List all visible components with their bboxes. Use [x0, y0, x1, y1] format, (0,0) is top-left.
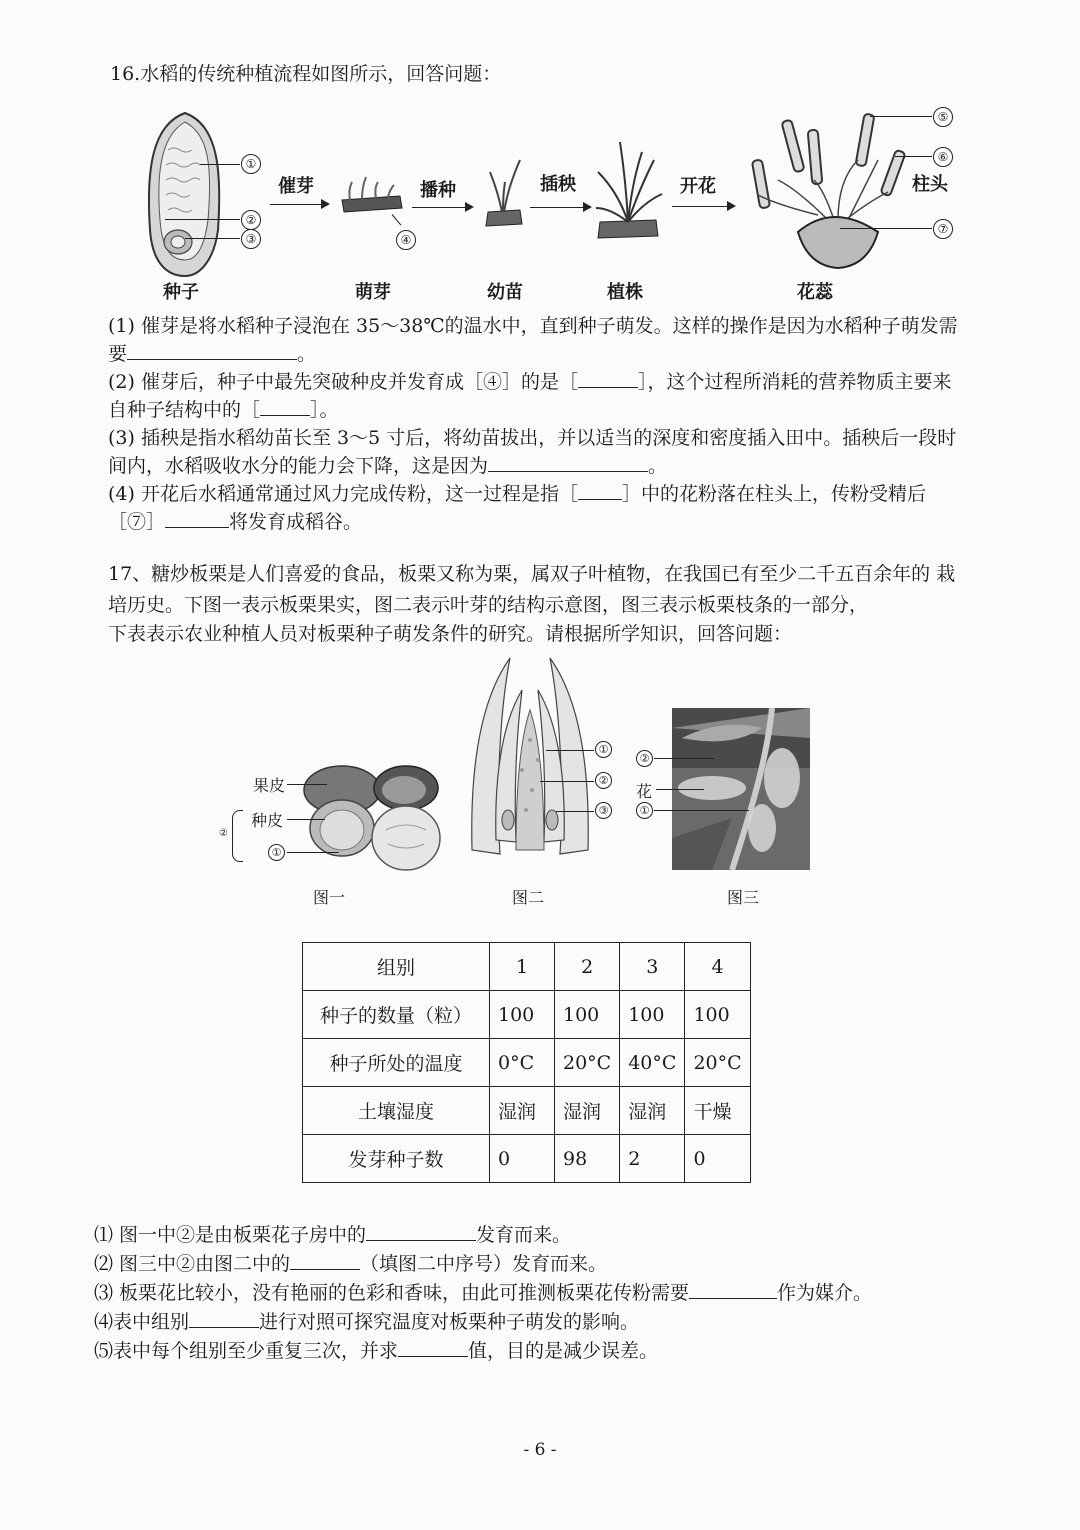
fig1-pericarp-label: 果皮: [253, 776, 286, 795]
table-cell: 100: [555, 991, 620, 1039]
table-cell: 湿润: [555, 1087, 620, 1135]
table-cell: 湿润: [490, 1087, 555, 1135]
q17-s5: ⑸表中每个组别至少重复三次，并求 值，目的是减少误差。: [94, 1340, 659, 1362]
arrow-label-germination: 催芽: [278, 176, 314, 197]
marker-4: ④: [396, 230, 416, 250]
q16-p3b: 间内，水稻吸收水分的能力会下降，这是因为 。: [108, 455, 668, 477]
table-cell: 干燥: [685, 1087, 750, 1135]
fig3-pointer-1: [654, 810, 749, 811]
table-cell: 2: [555, 943, 620, 991]
stage-plant-label: 植株: [607, 282, 643, 303]
chestnut-fruit-drawing: [296, 760, 444, 872]
q17-s1: ⑴ 图一中②是由板栗花子房中的 发育而来。: [94, 1224, 572, 1246]
q17-answer-1[interactable]: [366, 1222, 476, 1241]
rice-seed-drawing: [140, 110, 230, 280]
page-number: - 6 -: [523, 1440, 557, 1460]
fig3-caption: 图三: [727, 888, 760, 907]
table-cell: 0: [490, 1135, 555, 1183]
table-row-header: 土壤湿度: [303, 1087, 490, 1135]
q16-answer-4b[interactable]: [165, 509, 229, 528]
marker-6: ⑥: [933, 147, 953, 167]
q16-p2a: (2) 催芽后，种子中最先突破种皮并发育成［④］的是［ ］，这个过程所消耗的营养物质主要来: [108, 371, 952, 393]
q17-answer-2[interactable]: [290, 1251, 360, 1270]
fig2-marker-2: ②: [595, 772, 612, 789]
q16-p2b: 自种子结构中的［ ］。: [108, 399, 339, 421]
q17-intro-1: 17、糖炒板栗是人们喜爱的食品，板栗又称为栗，属双子叶植物，在我国已有至少二千五百余年的 栽: [108, 563, 956, 585]
table-cell: 20°C: [555, 1039, 620, 1087]
q17-s4: ⑷表中组别 进行对照可探究温度对板栗种子萌发的影响。: [94, 1311, 640, 1333]
fig2-pointer-3: [556, 811, 594, 812]
q16-answer-2a[interactable]: [578, 369, 638, 388]
sprout-drawing: [338, 170, 408, 220]
fig2-marker-3: ③: [595, 802, 612, 819]
q17-intro-2: 培历史。下图一表示板栗果实，图二表示叶芽的结构示意图，图三表示板栗枝条的一部分，: [108, 594, 869, 616]
table-cell: 100: [620, 991, 685, 1039]
q16-p1a: (1) 催芽是将水稻种子浸泡在 35～38℃的温水中，直到种子萌发。这样的操作是因为水稻种子萌发需: [108, 315, 958, 337]
fig1-pericarp-pointer: [287, 784, 327, 785]
arrow-label-flowering: 开花: [680, 176, 716, 197]
q16-p1b: 要 。: [108, 343, 317, 365]
q16-p4a: (4) 开花后水稻通常通过风力完成传粉，这一过程是指［ ］中的花粉落在柱头上，传粉受精后: [108, 483, 926, 505]
fig1-marker-2: ②: [219, 828, 228, 839]
marker-5: ⑤: [933, 107, 953, 127]
pointer-6: [895, 156, 932, 157]
seedling-drawing: [480, 150, 530, 230]
q16-p3a: (3) 插秧是指水稻幼苗长至 3～5 寸后，将幼苗拔出，并以适当的深度和密度插入田中。插秧后一段时: [108, 427, 957, 449]
q17-answer-4[interactable]: [189, 1309, 259, 1328]
q17-answer-5[interactable]: [398, 1338, 468, 1357]
table-cell: 2: [620, 1135, 685, 1183]
table-row: [303, 1135, 751, 1183]
table-cell: 3: [620, 943, 685, 991]
fig1-brace: [232, 810, 243, 862]
fig2-marker-1: ①: [595, 741, 612, 758]
q17-intro-3: 下表表示农业种植人员对板栗种子萌发条件的研究。请根据所学知识，回答问题：: [108, 623, 793, 645]
marker-7: ⑦: [933, 219, 953, 239]
q16-p4b: ［⑦］ 将发育成稻谷。: [108, 511, 363, 533]
table-cell: 100: [685, 991, 750, 1039]
stage-seed-label: 种子: [163, 282, 199, 303]
marker-2: ②: [241, 210, 261, 230]
fig3-flower-label: 花: [636, 782, 653, 801]
arrow-3: [530, 207, 590, 208]
table-row-header: 种子的数量（粒）: [303, 991, 490, 1039]
pointer-2: [165, 219, 240, 220]
fig2-pointer-2: [540, 781, 594, 782]
fig3-pointer-2: [654, 758, 714, 759]
pointer-5: [870, 116, 932, 117]
q16-answer-1[interactable]: [127, 341, 297, 360]
stage-pistil-label: 花蕊: [797, 282, 833, 303]
q16-answer-2b[interactable]: [260, 397, 310, 416]
table-cell: 4: [685, 943, 750, 991]
fig1-marker1-pointer: [287, 852, 339, 853]
stigma-label: 柱头: [912, 174, 948, 195]
table-cell: 20°C: [685, 1039, 750, 1087]
fig1-marker-1: ①: [268, 844, 285, 861]
table-cell: 0: [685, 1135, 750, 1183]
q16-answer-3[interactable]: [488, 453, 648, 472]
q16-title: 16.水稻的传统种植流程如图所示，回答问题：: [110, 63, 502, 85]
stage-sprout-label: 萌芽: [355, 282, 391, 303]
arrow-label-sowing: 播种: [420, 180, 456, 201]
q17-s2: ⑵ 图三中②由图二中的 （填图二中序号）发育而来。: [94, 1253, 608, 1275]
fig3-marker-1: ①: [636, 802, 653, 819]
table-row-header: 组别: [303, 943, 490, 991]
table-cell: 湿润: [620, 1087, 685, 1135]
arrow-1: [270, 204, 328, 205]
pointer-7: [840, 228, 932, 229]
fig3-marker-2: ②: [636, 750, 653, 767]
stage-seedling-label: 幼苗: [487, 282, 523, 303]
fig2-pointer-1: [546, 750, 594, 751]
table-cell: 40°C: [620, 1039, 685, 1087]
table-row: [303, 1039, 751, 1087]
marker-1: ①: [241, 154, 261, 174]
q17-answer-3[interactable]: [689, 1280, 777, 1299]
fig2-caption: 图二: [512, 888, 545, 907]
fig1-seedcoat-pointer: [287, 819, 325, 820]
leaf-bud-drawing: [460, 650, 600, 862]
fig1-caption: 图一: [313, 888, 346, 907]
q17-s3: ⑶ 板栗花比较小，没有艳丽的色彩和香味，由此可推测板栗花传粉需要 作为媒介。: [94, 1282, 873, 1304]
table-cell: 0°C: [490, 1039, 555, 1087]
arrow-label-transplant: 插秧: [540, 174, 576, 195]
pointer-1: [200, 164, 240, 165]
flower-pistil-drawing: [748, 100, 918, 270]
table-row: [303, 943, 751, 991]
table-row: [303, 991, 751, 1039]
arrow-2: [412, 207, 472, 208]
q16-answer-4a[interactable]: [578, 481, 622, 500]
fig3-flower-pointer: [656, 789, 704, 790]
arrow-4: [672, 206, 734, 207]
table-cell: 98: [555, 1135, 620, 1183]
fig1-seedcoat-label: 种皮: [251, 811, 284, 830]
pointer-3: [185, 238, 240, 239]
table-row-header: 种子所处的温度: [303, 1039, 490, 1087]
plant-drawing: [592, 138, 664, 240]
table-row: [303, 1087, 751, 1135]
germination-table: [302, 942, 751, 1183]
marker-3: ③: [241, 229, 261, 249]
table-row-header: 发芽种子数: [303, 1135, 490, 1183]
table-cell: 1: [490, 943, 555, 991]
table-cell: 100: [490, 991, 555, 1039]
